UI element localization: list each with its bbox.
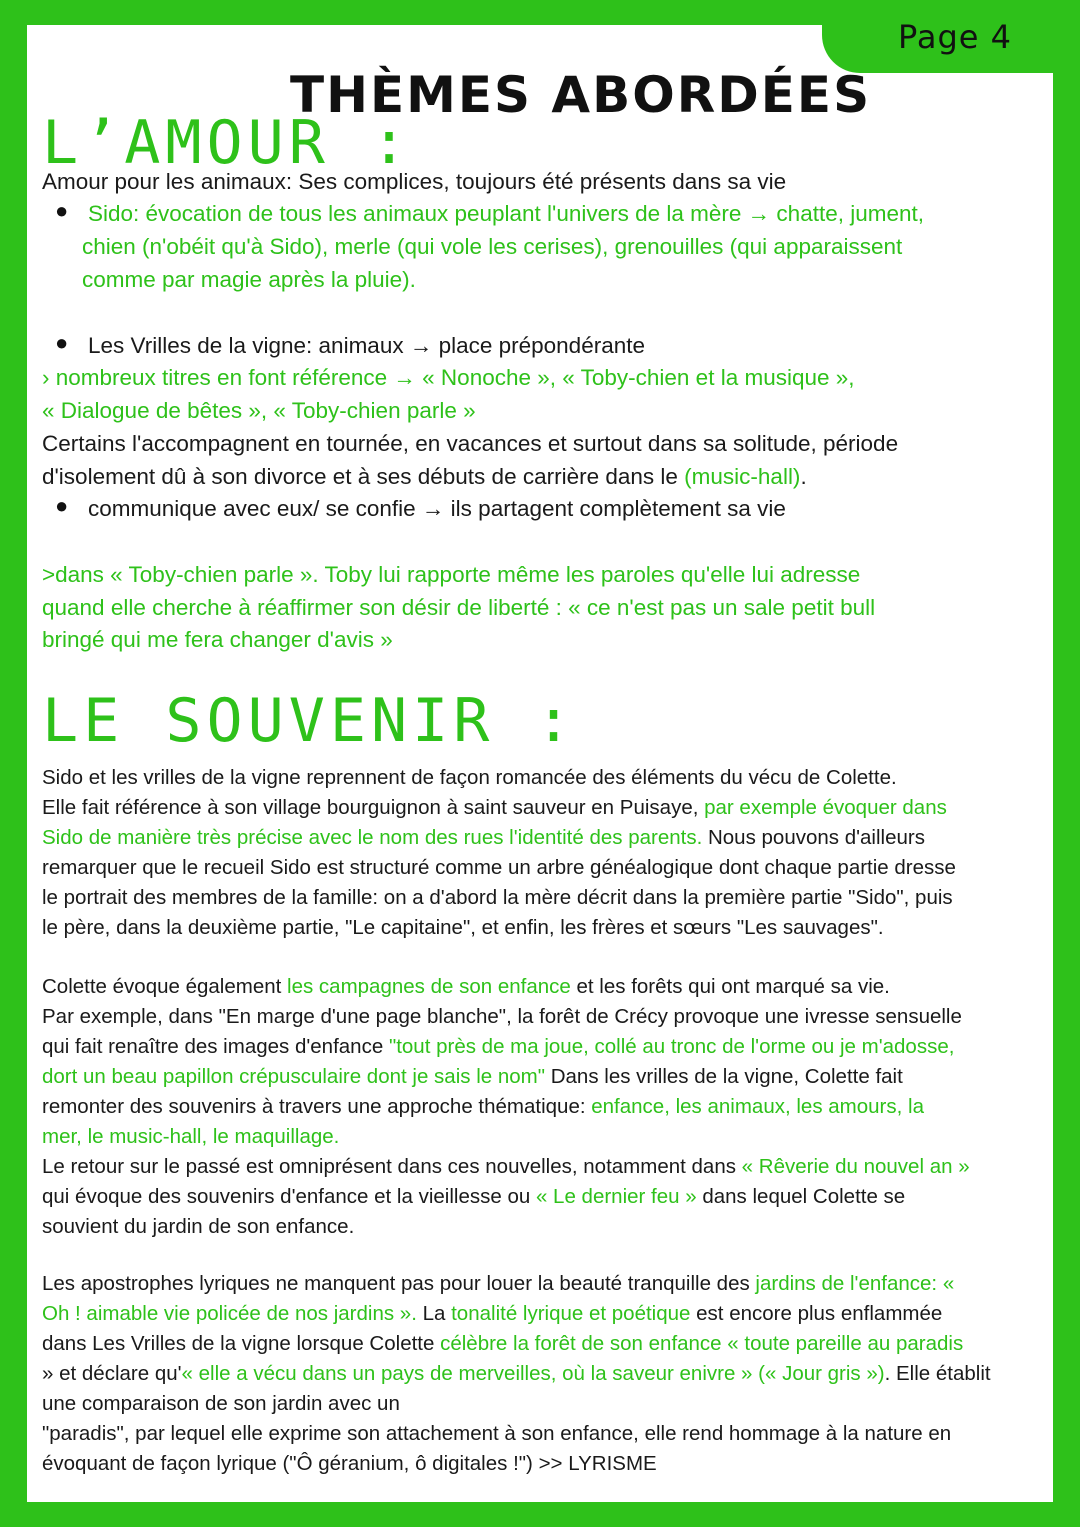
bullet-sido-line: comme par magie après la pluie). (82, 267, 416, 292)
souvenir-p1-line: remarquer que le recueil Sido est structuré comme un arbre généalogique dont chaque partie dresse (42, 856, 956, 879)
souvenir-p2-line: Colette évoque également les campagnes de son enfance et les forêts qui ont marqué sa vie. (42, 975, 890, 998)
souvenir-p1-line: le père, dans la deuxième partie, "Le capitaine", et enfin, les frères et sœurs "Les sauvages". (42, 916, 884, 939)
accompagnent-line: Certains l'accompagnent en tournée, en vacances et surtout dans sa solitude, période (42, 431, 899, 456)
souvenir-p1-line: Elle fait référence à son village bourguignon à saint sauveur en Puisaye, par exemple évoquer dans (42, 796, 947, 819)
souvenir-p3-line: » et déclare qu'« elle a vécu dans un pays de merveilles, où la saveur enivre » (« Jour gris »). Elle établit (42, 1362, 991, 1385)
toby-line: >dans « Toby-chien parle ». Toby lui rapporte même les paroles qu'elle lui adresse (42, 562, 861, 587)
page-number: Page 4 (898, 18, 1012, 56)
toby-line: quand elle cherche à réaffirmer son désir de liberté : « ce n'est pas un sale petit bull (42, 595, 876, 620)
souvenir-p1-line: Sido et les vrilles de la vigne reprennent de façon romancée des éléments du vécu de Colette. (42, 766, 897, 789)
heading-amour: L’AMOUR : (42, 108, 413, 178)
souvenir-p1-line: Sido de manière très précise avec le nom des rues l'identité des parents. Nous pouvons d'ailleurs (42, 826, 925, 849)
bullet-vrilles: Les Vrilles de la vigne: animaux → place prépondérante (88, 333, 645, 358)
souvenir-p2-line: Le retour sur le passé est omniprésent dans ces nouvelles, notamment dans « Rêverie du nouvel an » (42, 1155, 970, 1178)
bullet-dot: ● (55, 493, 69, 518)
souvenir-p2-line: mer, le music-hall, le maquillage. (42, 1125, 340, 1148)
bullet-sido-line: chien (n'obéit qu'à Sido), merle (qui vole les cerises), grenouilles (qui apparaissent (82, 234, 903, 259)
souvenir-p3-line: dans Les Vrilles de la vigne lorsque Colette célèbre la forêt de son enfance « toute pareille au paradis (42, 1332, 964, 1355)
souvenir-p3-line: évoquant de façon lyrique ("Ô géranium, ô digitales !") >> LYRISME (42, 1452, 657, 1475)
bullet-communique: communique avec eux/ se confie → ils partagent complètement sa vie (88, 496, 786, 521)
bullet-sido-line: Sido: évocation de tous les animaux peuplant l'univers de la mère → chatte, jument, (88, 201, 925, 226)
bullet-dot: ● (55, 198, 69, 223)
souvenir-p2-line: qui évoque des souvenirs d'enfance et la vieillesse ou « Le dernier feu » dans lequel Colette se (42, 1185, 906, 1208)
titres-line: « Dialogue de bêtes », « Toby-chien parle » (42, 398, 476, 423)
souvenir-p2-line: remonter des souvenirs à travers une approche thématique: enfance, les animaux, les amours, la (42, 1095, 924, 1118)
souvenir-p2-line: dort un beau papillon crépusculaire dont je sais le nom" Dans les vrilles de la vigne, Colette fait (42, 1065, 903, 1088)
page-frame-right (1053, 0, 1080, 1527)
souvenir-p2-line: qui fait renaître des images d'enfance "tout près de ma joue, collé au tronc de l'orme ou je m'adosse, (42, 1035, 955, 1058)
bullet-dot: ● (55, 330, 69, 355)
heading-souvenir: LE SOUVENIR : (42, 686, 577, 756)
souvenir-p2-line: souvient du jardin de son enfance. (42, 1215, 355, 1238)
souvenir-p3-line: "paradis", par lequel elle exprime son attachement à son enfance, elle rend hommage à la nature en (42, 1422, 952, 1445)
souvenir-p3-line: une comparaison de son jardin avec un (42, 1392, 400, 1415)
souvenir-p2-line: Par exemple, dans "En marge d'une page blanche", la forêt de Crécy provoque une ivresse sensuelle (42, 1005, 962, 1028)
toby-line: bringé qui me fera changer d'avis » (42, 627, 393, 652)
souvenir-p3-line: Les apostrophes lyriques ne manquent pas pour louer la beauté tranquille des jardins de l'enfance: « (42, 1272, 955, 1295)
page-title: THÈMES ABORDÉES (290, 66, 872, 124)
amour-intro: Amour pour les animaux: Ses complices, toujours été présents dans sa vie (42, 169, 787, 194)
souvenir-p1-line: le portrait des membres de la famille: on a d'abord la mère décrit dans la première partie "Sido", puis (42, 886, 953, 909)
titres-line: › nombreux titres en font référence → « Nonoche », « Toby-chien et la musique », (42, 365, 855, 390)
page-frame-left (0, 0, 27, 1527)
souvenir-p3-line: Oh ! aimable vie policée de nos jardins ». La tonalité lyrique et poétique est encore plus enflammée (42, 1302, 943, 1325)
accompagnent-line: d'isolement dû à son divorce et à ses débuts de carrière dans le (music-hall). (42, 464, 807, 489)
page-frame-bottom (0, 1502, 1080, 1527)
